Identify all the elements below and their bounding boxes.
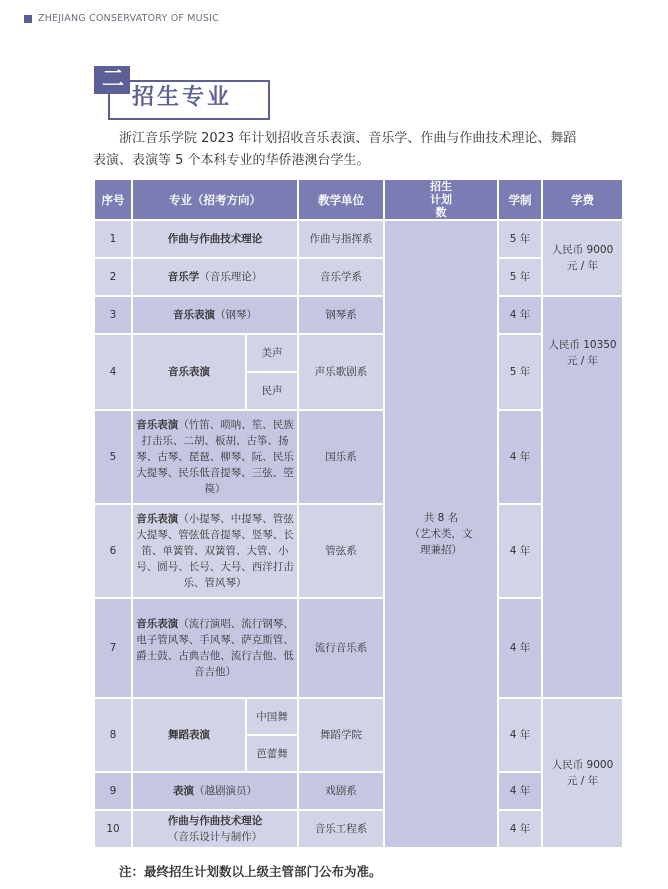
table-header-row	[94, 179, 623, 220]
row-direction: （越剧演员）	[194, 785, 257, 797]
row-direction: （小提琴、中提琴、管弦大提琴、管弦低音提琴、竖琴、长笛、单簧管、双簧管、大管、小号、圆号、长号、大号、西洋打击乐、管风琴）	[136, 513, 294, 589]
header-major: 专业（招考方向）	[132, 179, 298, 220]
row-major-cell	[132, 810, 298, 848]
section-title: 招生专业	[132, 85, 233, 110]
row-major-cell	[132, 504, 298, 598]
row-years: 4 年	[498, 810, 542, 848]
fee-cell-2	[542, 296, 623, 698]
row-major: 表演	[173, 785, 194, 797]
row-unit: 音乐学系	[298, 258, 384, 296]
row-direction: （音乐理论）	[199, 271, 263, 283]
row-num: 9	[94, 772, 132, 810]
row-years: 5 年	[498, 220, 542, 258]
row-unit: 国乐系	[298, 410, 384, 504]
header-plan-text: 招生计划数	[430, 180, 452, 219]
row-major-cell	[132, 296, 298, 334]
plan-cell	[384, 220, 498, 848]
row-num: 10	[94, 810, 132, 848]
plan-count: 共 8 名	[423, 512, 459, 524]
row-num: 1	[94, 220, 132, 258]
row-num: 8	[94, 698, 132, 772]
table-row	[94, 698, 623, 735]
row-major: 音乐表演	[136, 618, 179, 630]
section-heading	[94, 66, 274, 120]
row-years: 5 年	[498, 258, 542, 296]
row-years: 4 年	[498, 698, 542, 772]
row-unit: 流行音乐系	[298, 598, 384, 698]
row-major: 作曲与作曲技术理论	[167, 815, 263, 827]
row-years: 4 年	[498, 410, 542, 504]
fee-text-1: 人民币 9000 元 / 年	[551, 244, 614, 272]
row-major-cell	[132, 598, 298, 698]
row-years: 4 年	[498, 296, 542, 334]
row-direction: （音乐设计与制作）	[167, 831, 263, 843]
row-years: 5 年	[498, 334, 542, 410]
row-num: 4	[94, 334, 132, 410]
row-direction: （钢琴）	[215, 309, 257, 321]
row-years: 4 年	[498, 504, 542, 598]
row-num: 5	[94, 410, 132, 504]
row-major: 音乐表演	[136, 419, 179, 431]
table-row	[94, 296, 623, 334]
row-unit: 声乐歌剧系	[298, 334, 384, 410]
fee-text-2: 人民币 10350 元 / 年	[548, 339, 617, 367]
header-plan	[384, 179, 498, 220]
row-num: 6	[94, 504, 132, 598]
row-major-cell	[132, 410, 298, 504]
row-major: 作曲与作曲技术理论	[132, 220, 298, 258]
fee-cell-3	[542, 698, 623, 848]
header-text: ZHEJIANG CONSERVATORY OF MUSIC	[38, 13, 219, 24]
row-unit: 戏剧系	[298, 772, 384, 810]
fee-text-3: 人民币 9000 元 / 年	[551, 759, 614, 787]
row-sub-2: 芭蕾舞	[246, 735, 298, 772]
row-unit: 管弦系	[298, 504, 384, 598]
table-row	[94, 220, 623, 258]
row-major-cell	[132, 772, 298, 810]
row-years: 4 年	[498, 598, 542, 698]
intro-paragraph: 浙江音乐学院 2023 年计划招收音乐表演、音乐学、作曲与作曲技术理论、舞蹈表演、表演等 5 个本科专业的华侨港澳台学生。	[93, 131, 577, 168]
header-num: 序号	[94, 179, 132, 220]
row-direction: （竹笛、唢呐、笙、民族打击乐、二胡、板胡、古筝、扬琴、古琴、琵琶、柳琴、阮、民乐大提琴、民乐低音提琴、三弦、箜篌）	[136, 419, 294, 495]
row-years: 4 年	[498, 772, 542, 810]
row-major: 音乐表演	[136, 513, 179, 525]
row-sub-1: 美声	[246, 334, 298, 372]
section-number: 二	[101, 67, 124, 92]
row-unit: 舞蹈学院	[298, 698, 384, 772]
row-direction: （流行演唱、流行钢琴、电子管风琴、手风琴、萨克斯管、爵士鼓、古典吉他、流行吉他、低音吉他）	[136, 618, 294, 678]
plan-detail: （艺术类，文理兼招）	[409, 528, 473, 556]
row-num: 3	[94, 296, 132, 334]
row-major: 音乐学	[167, 271, 200, 283]
header-square-icon	[24, 15, 32, 23]
header-years: 学制	[498, 179, 542, 220]
row-num: 7	[94, 598, 132, 698]
fee-cell-1	[542, 220, 623, 296]
row-unit: 钢琴系	[298, 296, 384, 334]
admissions-table	[93, 178, 624, 849]
row-sub-1: 中国舞	[246, 698, 298, 735]
row-unit: 音乐工程系	[298, 810, 384, 848]
footnote: 注：最终招生计划数以上级主管部门公布为准。	[119, 864, 382, 879]
row-major: 舞蹈表演	[132, 698, 246, 772]
page-header	[24, 13, 219, 24]
header-fee: 学费	[542, 179, 623, 220]
row-major-cell	[132, 258, 298, 296]
row-major: 音乐表演	[173, 309, 215, 321]
row-unit: 作曲与指挥系	[298, 220, 384, 258]
header-unit: 教学单位	[298, 179, 384, 220]
row-major: 音乐表演	[132, 334, 246, 410]
row-num: 2	[94, 258, 132, 296]
row-sub-2: 民声	[246, 372, 298, 410]
